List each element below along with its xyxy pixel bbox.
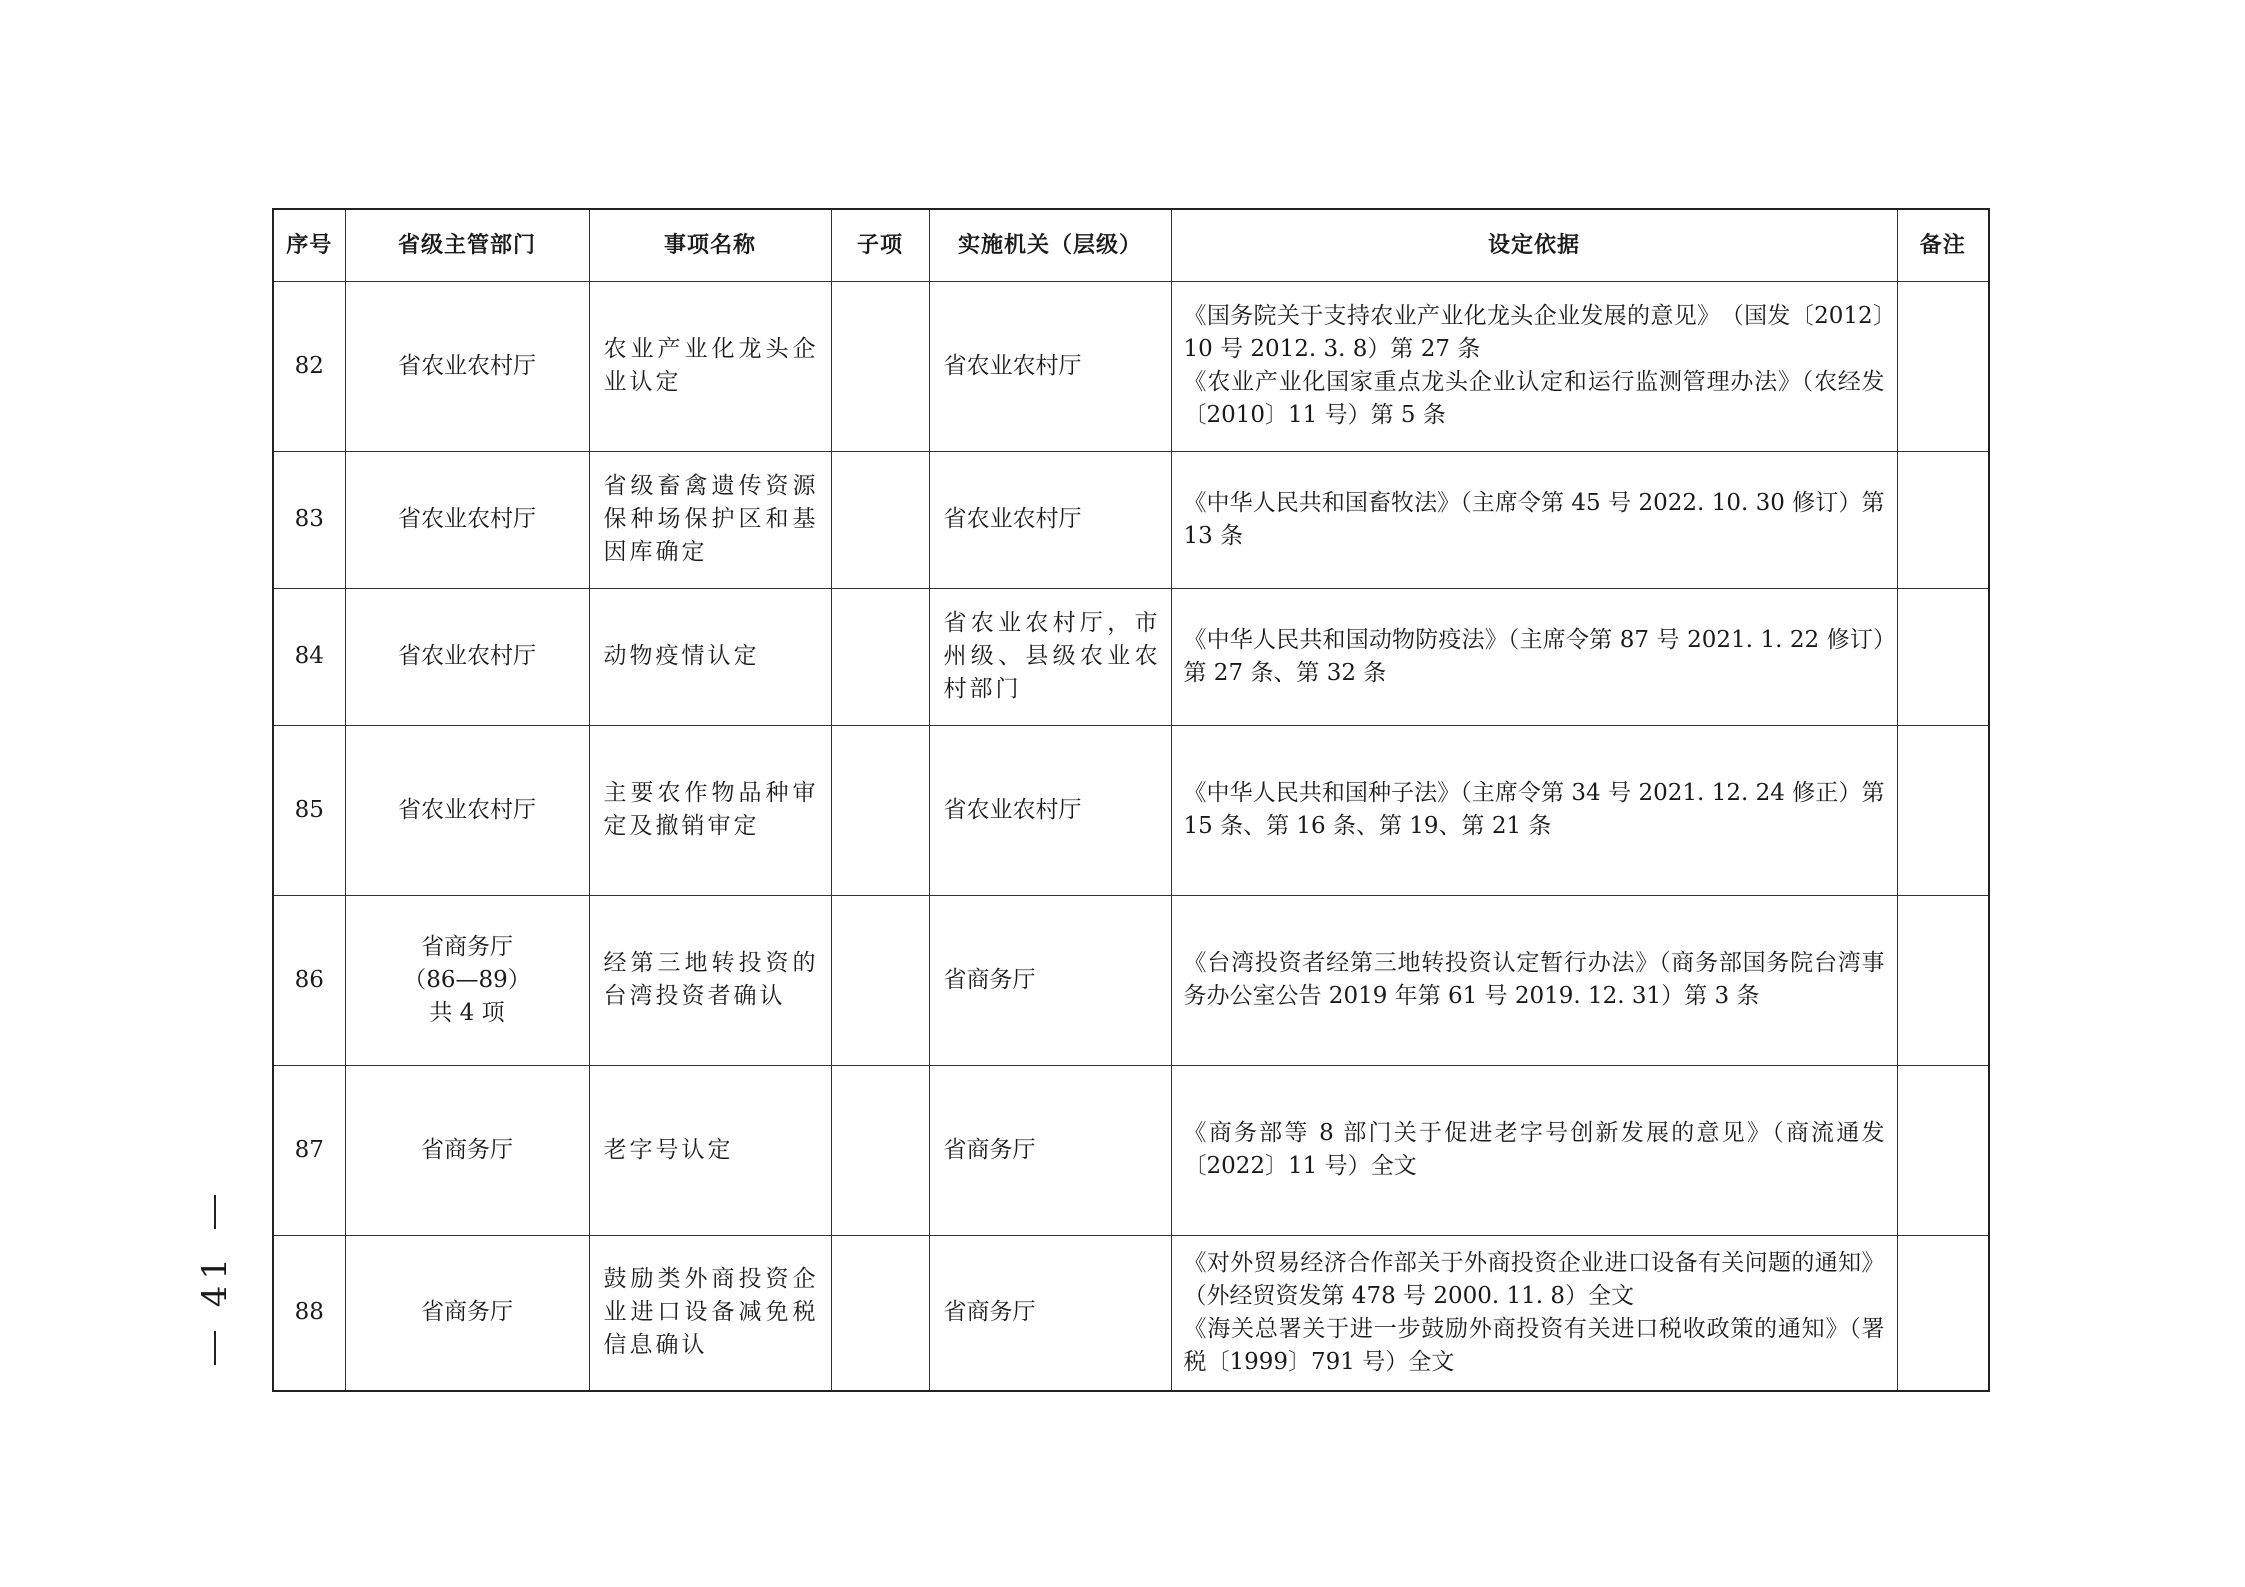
basis-line: 《对外贸易经济合作部关于外商投资企业进口设备有关问题的通知》（外经贸资发第 478 号 2000. 11. 8）全文 xyxy=(1183,1249,1885,1309)
table-row xyxy=(273,895,1989,1065)
header-row xyxy=(273,209,1989,281)
cell-item: 农业产业化龙头企业认定 xyxy=(589,281,831,451)
table-row xyxy=(273,588,1989,725)
cell-agency: 省商务厅 xyxy=(929,1235,1171,1391)
cell-dept: 省农业农村厅 xyxy=(345,281,589,451)
page-number-dash-bottom xyxy=(214,1331,216,1365)
header-seq: 序号 xyxy=(273,209,345,281)
page-number-dash-top xyxy=(214,1195,216,1229)
dept-line: 省商务厅 xyxy=(421,933,513,960)
header-dept: 省级主管部门 xyxy=(345,209,589,281)
cell-dept: 省农业农村厅 xyxy=(345,725,589,895)
basis-line: 《海关总署关于进一步鼓励外商投资有关进口税收政策的通知》（署税〔1999〕791 号）全文 xyxy=(1183,1315,1885,1375)
basis-line: 《中华人民共和国动物防疫法》（主席令第 87 号 2021. 1. 22 修订）第 27 条、第 32 条 xyxy=(1183,626,1885,686)
cell-basis xyxy=(1171,725,1897,895)
cell-basis xyxy=(1171,588,1897,725)
basis-line: 《农业产业化国家重点龙头企业认定和运行监测管理办法》（农经发〔2010〕11 号）第 5 条 xyxy=(1183,369,1885,428)
cell-sub xyxy=(831,895,929,1065)
header-item: 事项名称 xyxy=(589,209,831,281)
cell-item: 经第三地转投资的台湾投资者确认 xyxy=(589,895,831,1065)
header-agency: 实施机关（层级） xyxy=(929,209,1171,281)
cell-sub xyxy=(831,725,929,895)
cell-seq: 82 xyxy=(273,281,345,451)
table-row xyxy=(273,281,1989,451)
cell-sub xyxy=(831,1065,929,1235)
table-row xyxy=(273,725,1989,895)
cell-dept: 省商务厅 xyxy=(345,1235,589,1391)
cell-basis xyxy=(1171,451,1897,588)
cell-note xyxy=(1897,451,1989,588)
header-basis: 设定依据 xyxy=(1171,209,1897,281)
cell-basis xyxy=(1171,895,1897,1065)
cell-item: 鼓励类外商投资企业进口设备减免税信息确认 xyxy=(589,1235,831,1391)
dept-line: （86—89） xyxy=(403,966,531,993)
cell-item: 动物疫情认定 xyxy=(589,588,831,725)
cell-dept: 省农业农村厅 xyxy=(345,588,589,725)
basis-line: 《商务部等 8 部门关于促进老字号创新发展的意见》（商流通发〔2022〕11 号）全文 xyxy=(1183,1120,1885,1179)
table-row xyxy=(273,451,1989,588)
cell-seq: 85 xyxy=(273,725,345,895)
cell-agency: 省农业农村厅 xyxy=(929,451,1171,588)
cell-agency: 省农业农村厅 xyxy=(929,725,1171,895)
page-number-text: 41 xyxy=(195,1252,235,1308)
header-sub: 子项 xyxy=(831,209,929,281)
cell-seq: 86 xyxy=(273,895,345,1065)
cell-sub xyxy=(831,1235,929,1391)
cell-seq: 87 xyxy=(273,1065,345,1235)
cell-dept: 省商务厅 xyxy=(345,1065,589,1235)
header-note: 备注 xyxy=(1897,209,1989,281)
cell-agency: 省商务厅 xyxy=(929,895,1171,1065)
cell-sub xyxy=(831,588,929,725)
cell-note xyxy=(1897,895,1989,1065)
cell-item: 老字号认定 xyxy=(589,1065,831,1235)
cell-item: 省级畜禽遗传资源保种场保护区和基因库确定 xyxy=(589,451,831,588)
cell-note xyxy=(1897,281,1989,451)
cell-agency: 省农业农村厅，市州级、县级农业农村部门 xyxy=(929,588,1171,725)
cell-note xyxy=(1897,588,1989,725)
cell-sub xyxy=(831,451,929,588)
basis-line: 《中华人民共和国种子法》（主席令第 34 号 2021. 12. 24 修正）第 15 条、第 16 条、第 19、第 21 条 xyxy=(1183,780,1885,839)
cell-note xyxy=(1897,1065,1989,1235)
items-table xyxy=(272,208,1990,1392)
cell-agency: 省农业农村厅 xyxy=(929,281,1171,451)
cell-note xyxy=(1897,1235,1989,1391)
basis-line: 《台湾投资者经第三地转投资认定暂行办法》（商务部国务院台湾事务办公室公告 2019 年第 61 号 2019. 12. 31）第 3 条 xyxy=(1183,950,1885,1009)
cell-sub xyxy=(831,281,929,451)
cell-note xyxy=(1897,725,1989,895)
dept-line: 共 4 项 xyxy=(429,999,505,1026)
cell-agency: 省商务厅 xyxy=(929,1065,1171,1235)
table-row xyxy=(273,1065,1989,1235)
cell-basis xyxy=(1171,281,1897,451)
page-number xyxy=(195,1195,235,1365)
cell-dept: 省农业农村厅 xyxy=(345,451,589,588)
cell-basis xyxy=(1171,1235,1897,1391)
basis-line: 《中华人民共和国畜牧法》（主席令第 45 号 2022. 10. 30 修订）第 13 条 xyxy=(1183,489,1885,549)
table-row xyxy=(273,1235,1989,1391)
cell-seq: 88 xyxy=(273,1235,345,1391)
cell-item: 主要农作物品种审定及撤销审定 xyxy=(589,725,831,895)
basis-line: 《国务院关于支持农业产业化龙头企业发展的意见》 （国发〔2012〕10 号 2012. 3. 8）第 27 条 xyxy=(1183,303,1885,362)
cell-basis xyxy=(1171,1065,1897,1235)
cell-dept xyxy=(345,895,589,1065)
cell-seq: 83 xyxy=(273,451,345,588)
cell-seq: 84 xyxy=(273,588,345,725)
